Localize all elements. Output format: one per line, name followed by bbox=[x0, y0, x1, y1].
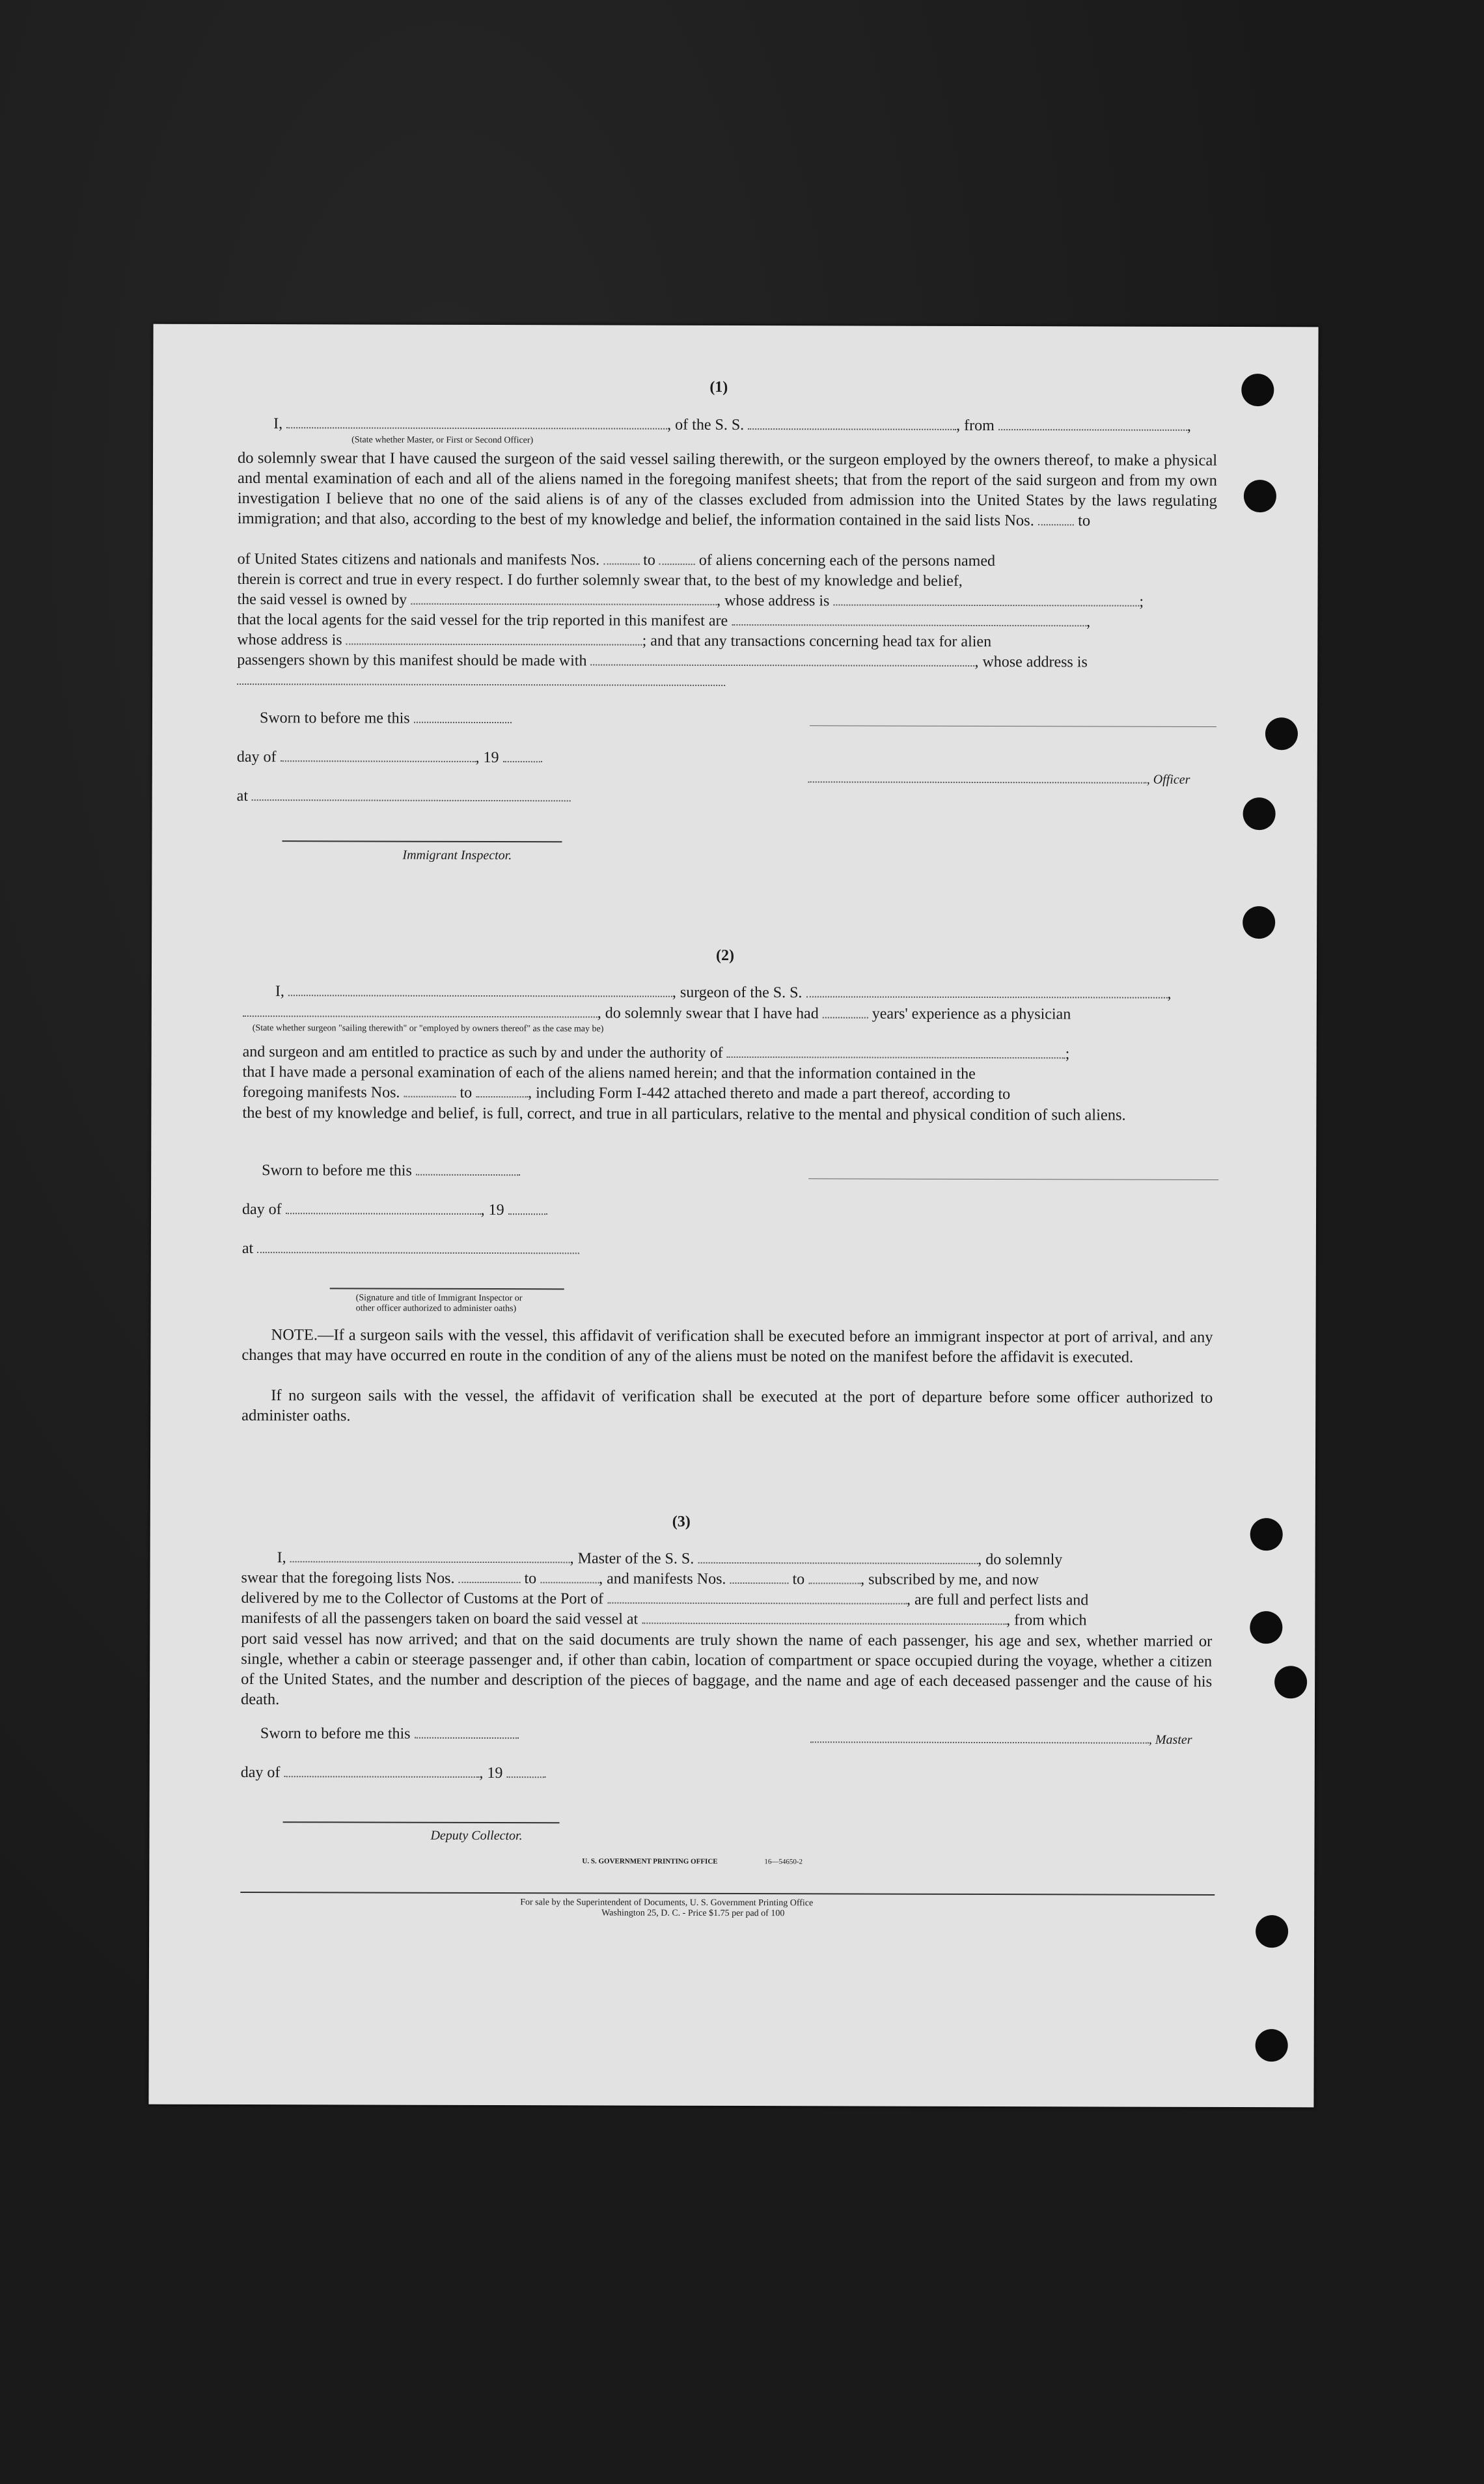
sale-line-2: Washington 25, D. C. - Price $1.75 per pad of 100 bbox=[601, 1908, 785, 1919]
sec3-day-of: day of , 19 bbox=[241, 1763, 546, 1784]
sec2-line-4: that I have made a personal examination of each of the aliens named herein; and that the information contained in the bbox=[242, 1064, 976, 1083]
form-number: 16—54650-2 bbox=[764, 1858, 803, 1866]
sec1-line-p3: therein is correct and true in every respect. I do further solemnly swear that, to the best of my knowledge and belief, bbox=[237, 571, 963, 590]
sec2-line-6: the best of my knowledge and belief, is full, correct, and true in all particulars, relative to the mental and physical condition of such aliens. bbox=[242, 1104, 1126, 1124]
punch-hole bbox=[1244, 480, 1276, 512]
sec1-sworn: Sworn to before me this bbox=[260, 708, 512, 729]
deputy-collector-label: Deputy Collector. bbox=[430, 1828, 523, 1843]
manifest-affidavit-page bbox=[148, 324, 1318, 2108]
sec2-day-of: day of , 19 bbox=[242, 1200, 547, 1221]
sec1-line-p8 bbox=[237, 670, 725, 692]
master-note: (State whether Master, or First or Second Officer) bbox=[351, 435, 534, 446]
sec2-line-3: and surgeon and am entitled to practice as such by and under the authority of ; bbox=[242, 1043, 1070, 1063]
sec3-sworn: Sworn to before me this bbox=[260, 1724, 519, 1745]
inspector-signature-line bbox=[282, 840, 562, 842]
sec1-officer-signature-line bbox=[810, 725, 1216, 727]
section-number-3: (3) bbox=[672, 1513, 691, 1530]
sec1-officer: , Officer bbox=[808, 768, 1190, 790]
punch-hole bbox=[1274, 1666, 1307, 1698]
sec3-line-1: I, , Master of the S. S. , do solemnly bbox=[277, 1549, 1063, 1569]
punch-hole bbox=[1250, 1611, 1282, 1644]
sec2-surgeon-signature-line bbox=[808, 1178, 1218, 1180]
sec2-line-5: foregoing manifests Nos. to , including Form I-442 attached thereto and made a part thereof, according to bbox=[242, 1084, 1011, 1103]
punch-hole bbox=[1256, 1915, 1288, 1948]
sec2-line-1: I, , surgeon of the S. S. , bbox=[275, 983, 1172, 1002]
no-surgeon-note: If no surgeon sails with the vessel, the affidavit of verification shall be executed at the port of departure before some officer authorized to administer oaths. bbox=[241, 1387, 1213, 1425]
surgeon-state-note: (State whether surgeon "sailing therewith" or "employed by owners thereof" as the case may be) bbox=[252, 1023, 604, 1034]
punch-hole bbox=[1243, 906, 1275, 939]
sec2-sworn: Sworn to before me this bbox=[262, 1161, 520, 1181]
sec3-line-2: swear that the foregoing lists Nos. to , and manifests Nos. to , subscribed by me, and now bbox=[241, 1569, 1039, 1589]
punch-hole bbox=[1250, 1518, 1283, 1551]
sec1-line-p7: passengers shown by this manifest should be made with , whose address is bbox=[237, 652, 1088, 671]
surgeon-note: NOTE.—If a surgeon sails with the vessel, this affidavit of verification shall be executed before an immigrant inspector at port of arrival, and any changes that may have occurred en route in the condition of any of the aliens must be noted on the manifest before the affidavit is executed. bbox=[241, 1326, 1213, 1366]
gpo-imprint: U. S. GOVERNMENT PRINTING OFFICE bbox=[582, 1857, 718, 1866]
sec2-at: at bbox=[242, 1239, 579, 1260]
immigrant-inspector-label: Immigrant Inspector. bbox=[402, 848, 512, 863]
sec1-paragraph: do solemnly swear that I have caused the surgeon of the said vessel sailing therewith, or the surgeon employed by the owners thereof, to make a physical and mental examination of each and all of the aliens named in the foregoing manifest sheets; that from the report of the said surgeon and from my own investigation I believe that no one of the said aliens is of any of the classes excluded from admission into the United States by the laws regulating immigration; and that also, according to the best of my knowledge and belief, the information contained in the said lists Nos. to bbox=[237, 449, 1218, 530]
sec2-official-signature-line bbox=[330, 1288, 564, 1290]
sec3-line-3: delivered by me to the Collector of Customs at the Port of , are full and perfect lists and bbox=[241, 1590, 1089, 1609]
sale-line-1: For sale by the Superintendent of Documents, U. S. Government Printing Office bbox=[520, 1898, 814, 1909]
sig-note-1: (Signature and title of Immigrant Inspector or bbox=[355, 1293, 523, 1304]
punch-hole bbox=[1241, 374, 1274, 406]
sig-note-2: other officer authorized to administer oaths) bbox=[355, 1303, 517, 1314]
sec1-day-of: day of , 19 bbox=[237, 747, 542, 768]
sec1-line-p4: the said vessel is owned by , whose address is ; bbox=[237, 591, 1144, 611]
sec1-at: at bbox=[237, 786, 571, 807]
punch-hole bbox=[1265, 717, 1298, 750]
punch-hole bbox=[1256, 2029, 1288, 2062]
section-number-1: (1) bbox=[709, 378, 728, 396]
deputy-signature-line bbox=[283, 1821, 560, 1823]
sec1-line-p6: whose address is ; and that any transactions concerning head tax for alien bbox=[237, 631, 992, 651]
sec2-line-2: , do solemnly swear that I have had years' experience as a physician bbox=[243, 1002, 1071, 1025]
sec1-line-p5: that the local agents for the said vessel for the trip reported in this manifest are , bbox=[237, 611, 1091, 631]
footer-rule bbox=[240, 1892, 1215, 1896]
sec3-body: port said vessel has now arrived; and that on the said documents are truly shown the name of each passenger, his age and sex, whether married or single, whether a cabin or steerage passenger and, if other than cabin, location of compartment or space occupied during the voyage, whether a citizen of the United States, and the number and description of the pieces of baggage, and the name and age of each deceased passenger and the cause of his death. bbox=[241, 1630, 1213, 1709]
sec1-line-p2: of United States citizens and nationals and manifests Nos. to of aliens concerning each of the persons named bbox=[237, 551, 996, 570]
section-number-2: (2) bbox=[716, 946, 735, 965]
sec1-line-1: I, , of the S. S. , from , bbox=[273, 415, 1191, 435]
sec3-line-4: manifests of all the passengers taken on board the said vessel at , from which bbox=[241, 1610, 1087, 1629]
sec3-master: , Master bbox=[810, 1728, 1192, 1750]
punch-hole bbox=[1243, 797, 1276, 830]
